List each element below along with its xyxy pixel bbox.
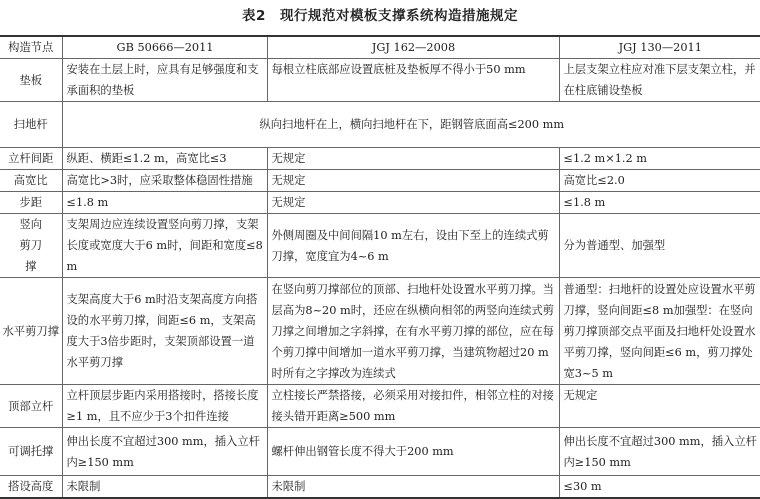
cell-jgj162: 无规定 — [267, 148, 559, 170]
cell-merged: 纵向扫地杆在上，横向扫地杆在下，距钢管底面高≤200 mm — [62, 102, 760, 148]
cell-jgj130: 伸出长度不宜超过300 mm，插入立杆内≥150 mm — [559, 428, 760, 476]
cell-jgj130: ≤1.2 m×1.2 m — [559, 148, 760, 170]
table-row — [0, 148, 760, 170]
row-node: 高宽比 — [0, 170, 62, 192]
row-node: 水平剪刀撑 — [0, 278, 62, 385]
cell-jgj130: 上层支架立柱应对准下层支架立柱，并在柱底铺设垫板 — [559, 59, 760, 102]
cell-jgj130: ≤30 m — [559, 476, 760, 499]
table-row — [0, 59, 760, 102]
construction-measures-table — [0, 35, 760, 499]
cell-gb: 安装在土层上时，应具有足够强度和支承面积的垫板 — [62, 59, 267, 102]
table-row — [0, 278, 760, 385]
cell-gb: 支架高度大于6 m时沿支架高度方向搭设的水平剪刀撑，间距≤6 m，支架高度大于3倍步距时，支架顶部设置一道水平剪刀撑 — [62, 278, 267, 385]
cell-jgj162: 每根立柱底部应设置底桩及垫板厚不得小于50 mm — [267, 59, 559, 102]
cell-jgj162: 未限制 — [267, 476, 559, 499]
cell-gb: ≤1.8 m — [62, 192, 267, 214]
row-node: 竖向剪刀撑 — [0, 214, 62, 278]
cell-gb: 支架周边应连续设置竖向剪刀撑，支架长度或宽度大于6 m时，间距和宽度≤8 m — [62, 214, 267, 278]
table-title: 表2 现行规范对模板支撑系统构造措施规定 — [242, 8, 518, 24]
cell-jgj130: 高宽比≤2.0 — [559, 170, 760, 192]
cell-gb: 伸出长度不宜超过300 mm，插入立杆内≥150 mm — [62, 428, 267, 476]
table-row — [0, 170, 760, 192]
cell-jgj130: 普通型：扫地杆的设置处应设置水平剪刀撑，竖向间距≤8 m加强型：在竖向剪刀撑顶部交点平面及扫地杆处设置水平剪刀撑，竖向间距≤6 m，剪刀撑处宽3~5 m — [559, 278, 760, 385]
cell-jgj162: 螺杆伸出钢管长度不得大于200 mm — [267, 428, 559, 476]
header-gb50666: GB 50666—2011 — [62, 36, 267, 59]
table-row — [0, 476, 760, 499]
cell-jgj130: ≤1.8 m — [559, 192, 760, 214]
header-row — [0, 36, 760, 59]
table-row — [0, 214, 760, 278]
header-jgj130: JGJ 130—2011 — [559, 36, 760, 59]
row-node: 扫地杆 — [0, 102, 62, 148]
table-row — [0, 102, 760, 148]
row-node: 顶部立杆 — [0, 385, 62, 428]
header-node: 构造节点 — [0, 36, 62, 59]
table-row — [0, 428, 760, 476]
cell-gb: 未限制 — [62, 476, 267, 499]
cell-gb: 高宽比>3时，应采取整体稳固性措施 — [62, 170, 267, 192]
cell-jgj162: 无规定 — [267, 192, 559, 214]
cell-jgj162: 无规定 — [267, 170, 559, 192]
cell-jgj162: 外侧周圈及中间间隔10 m左右，设由下至上的连续式剪刀撑，宽度宜为4~6 m — [267, 214, 559, 278]
cell-gb: 立杆顶层步距内采用搭接时，搭接长度≥1 m，且不应少于3个扣件连接 — [62, 385, 267, 428]
cell-jgj162: 在竖向剪刀撑部位的顶部、扫地杆处设置水平剪刀撑。当层高为8~20 m时，还应在纵横向相邻的两竖向连续式剪刀撑之间增加之字斜撑，在有水平剪刀撑的部位，应在每个剪刀撑中间增加一道水平剪刀撑，当建筑物超过20 m时所有之字撑改为连续式 — [267, 278, 559, 385]
row-node: 搭设高度 — [0, 476, 62, 499]
cell-jgj130: 分为普通型、加强型 — [559, 214, 760, 278]
row-node: 步距 — [0, 192, 62, 214]
row-node: 立杆间距 — [0, 148, 62, 170]
header-jgj162: JGJ 162—2008 — [267, 36, 559, 59]
cell-gb: 纵距、横距≤1.2 m，高宽比≤3 — [62, 148, 267, 170]
cell-jgj130: 无规定 — [559, 385, 760, 428]
table-row — [0, 192, 760, 214]
cell-jgj162: 立柱接长严禁搭接，必须采用对接扣件，相邻立柱的对接接头错开距离≥500 mm — [267, 385, 559, 428]
row-node: 可调托撑 — [0, 428, 62, 476]
row-node: 垫板 — [0, 59, 62, 102]
table-row — [0, 385, 760, 428]
